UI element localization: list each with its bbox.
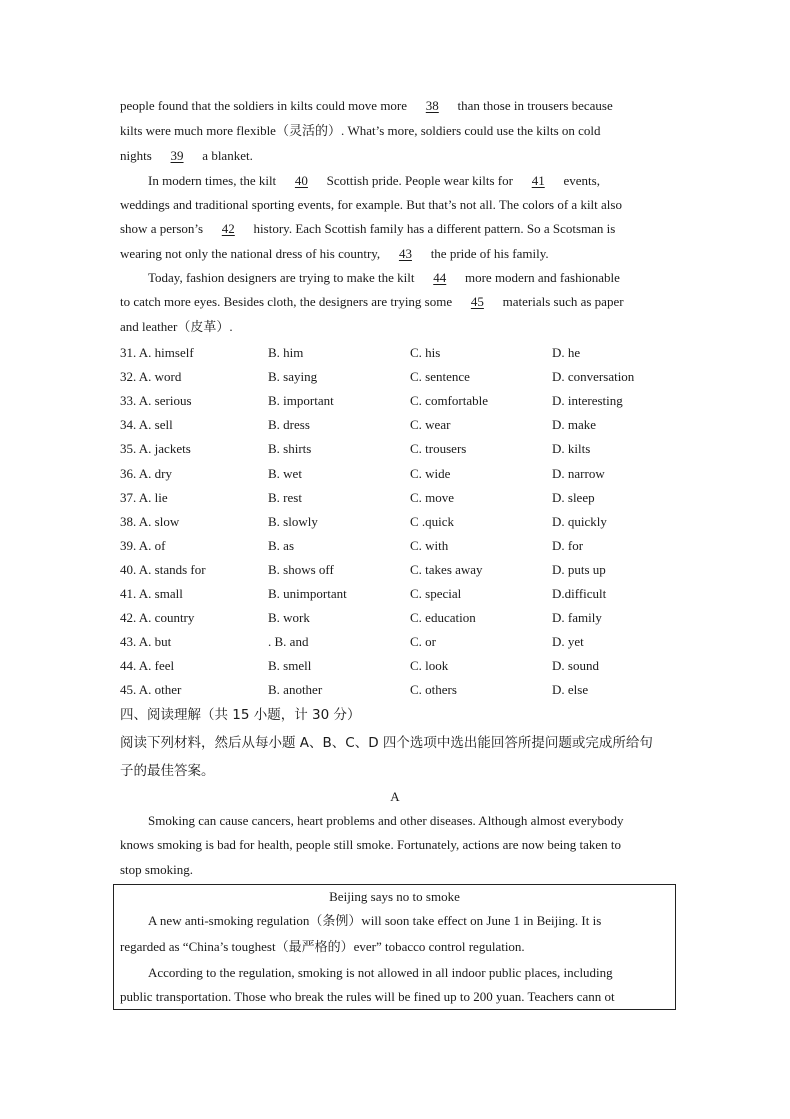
section-instruction: 子的最佳答案。 — [120, 763, 215, 779]
option-a: 39. A. of — [120, 538, 166, 553]
option-c: C. sentence — [410, 369, 470, 384]
option-c: C. move — [410, 490, 455, 505]
option-a: 41. A. small — [120, 586, 183, 601]
option-c: C. or — [410, 634, 436, 649]
option-b: B. shows off — [268, 562, 334, 577]
option-b: B. dress — [268, 417, 310, 432]
option-b: B. important — [268, 393, 334, 408]
option-a: 44. A. feel — [120, 658, 175, 673]
option-b: B. saying — [268, 369, 318, 384]
option-a: 43. A. but — [120, 634, 172, 649]
option-b: B. him — [268, 345, 304, 360]
news-line: regarded as “China’s toughest（最严格的）ever” tobacco control regulation. — [120, 939, 525, 954]
option-c: C .quick — [410, 514, 455, 529]
option-b: B. slowly — [268, 514, 318, 529]
passage-text: people found that the soldiers in kilts could move more — [120, 98, 411, 113]
option-a: 45. A. other — [120, 682, 182, 697]
section-heading: 四、阅读理解（共 15 小题，计 30 分） — [120, 707, 361, 723]
option-row — [120, 489, 680, 507]
option-b: . B. and — [268, 634, 309, 649]
news-line: public transportation. Those who break the rules will be fined up to 200 yuan. Teachers cann ot — [120, 989, 615, 1004]
passage-text: the pride of his family. — [427, 246, 549, 261]
blank-45: 45 — [470, 294, 484, 309]
option-row — [120, 465, 680, 483]
passage-line — [120, 220, 615, 238]
option-c: C. wide — [410, 466, 451, 481]
passage-a-line: Smoking can cause cancers, heart problems and other diseases. Although almost everybody — [148, 813, 624, 828]
news-line: According to the regulation, smoking is not allowed in all indoor public places, including — [148, 965, 613, 980]
passage-text: a blanket. — [199, 148, 253, 163]
option-c: C. trousers — [410, 441, 467, 456]
passage-text: history. Each Scottish family has a different pattern. So a Scotsman is — [250, 221, 616, 236]
blank-41: 41 — [531, 173, 545, 188]
option-d: D. quickly — [552, 514, 607, 529]
option-row — [120, 537, 680, 555]
option-b: B. as — [268, 538, 294, 553]
option-a: 38. A. slow — [120, 514, 180, 529]
option-row — [120, 561, 680, 579]
passage-text: wearing not only the national dress of his country, — [120, 246, 384, 261]
option-a: 36. A. dry — [120, 466, 172, 481]
option-d: D.difficult — [552, 586, 607, 601]
passage-text: than those in trousers because — [454, 98, 613, 113]
passage-text: events, — [560, 173, 600, 188]
option-a: 34. A. sell — [120, 417, 173, 432]
option-row — [120, 609, 680, 627]
passage-a-line: stop smoking. — [120, 862, 193, 877]
passage-line — [148, 269, 620, 287]
option-b: B. smell — [268, 658, 312, 673]
news-title: Beijing says no to smoke — [329, 889, 460, 904]
blank-40: 40 — [294, 173, 308, 188]
option-row — [120, 657, 680, 675]
option-c: C. wear — [410, 417, 451, 432]
option-row — [120, 585, 680, 603]
option-d: D. kilts — [552, 441, 591, 456]
passage-line — [148, 172, 600, 190]
passage-label: A — [390, 789, 400, 804]
option-c: C. with — [410, 538, 449, 553]
option-b: B. wet — [268, 466, 302, 481]
option-a: 33. A. serious — [120, 393, 192, 408]
passage-line — [120, 293, 624, 311]
news-line: A new anti-smoking regulation（条例）will soon take effect on June 1 in Beijing. It is — [148, 913, 602, 928]
blank-43: 43 — [398, 246, 412, 261]
option-c: C. others — [410, 682, 457, 697]
blank-44: 44 — [433, 270, 447, 285]
option-b: B. another — [268, 682, 323, 697]
passage-line: and leather（皮革）. — [120, 319, 233, 334]
option-d: D. for — [552, 538, 584, 553]
option-row — [120, 681, 680, 699]
option-c: C. education — [410, 610, 476, 625]
option-b: B. work — [268, 610, 310, 625]
option-d: D. interesting — [552, 393, 623, 408]
section-instruction: 阅读下列材料，然后从每小题 A、B、C、D 四个选项中选出能回答所提问题或完成所给句 — [120, 735, 653, 751]
passage-text: show a person’s — [120, 221, 207, 236]
option-c: C. his — [410, 345, 441, 360]
option-a: 42. A. country — [120, 610, 195, 625]
option-d: D. puts up — [552, 562, 606, 577]
passage-text: more modern and fashionable — [461, 270, 620, 285]
option-row — [120, 344, 680, 362]
option-row — [120, 368, 680, 386]
passage-text: materials such as paper — [499, 294, 624, 309]
option-a: 31. A. himself — [120, 345, 194, 360]
passage-text: In modern times, the kilt — [148, 173, 280, 188]
passage-line — [120, 97, 613, 115]
option-row — [120, 633, 680, 651]
option-a: 35. A. jackets — [120, 441, 191, 456]
option-b: B. unimportant — [268, 586, 347, 601]
option-d: D. else — [552, 682, 589, 697]
passage-line: weddings and traditional sporting events, for example. But that’s not all. The colors of a kilt also — [120, 197, 622, 212]
option-d: D. make — [552, 417, 597, 432]
option-b: B. rest — [268, 490, 302, 505]
passage-text: to catch more eyes. Besides cloth, the designers are trying some — [120, 294, 456, 309]
option-d: D. family — [552, 610, 602, 625]
passage-line: kilts were much more flexible（灵活的）. What’s more, soldiers could use the kilts on cold — [120, 123, 601, 138]
option-c: C. look — [410, 658, 449, 673]
passage-text: Scottish pride. People wear kilts for — [323, 173, 517, 188]
option-d: D. narrow — [552, 466, 605, 481]
option-c: C. special — [410, 586, 462, 601]
option-row — [120, 416, 680, 434]
option-row — [120, 513, 680, 531]
passage-text: nights — [120, 148, 156, 163]
option-d: D. sound — [552, 658, 599, 673]
option-d: D. sleep — [552, 490, 595, 505]
passage-a-line: knows smoking is bad for health, people still smoke. Fortunately, actions are now being taken to — [120, 837, 622, 852]
passage-text: Today, fashion designers are trying to make the kilt — [148, 270, 418, 285]
news-box — [113, 884, 676, 1010]
option-row — [120, 392, 680, 410]
option-c: C. takes away — [410, 562, 483, 577]
blank-42: 42 — [221, 221, 235, 236]
option-b: B. shirts — [268, 441, 312, 456]
option-d: D. conversation — [552, 369, 635, 384]
option-d: D. he — [552, 345, 581, 360]
option-d: D. yet — [552, 634, 584, 649]
passage-line — [120, 245, 549, 263]
option-a: 37. A. lie — [120, 490, 168, 505]
option-c: C. comfortable — [410, 393, 488, 408]
blank-39: 39 — [170, 148, 184, 163]
option-a: 32. A. word — [120, 369, 182, 384]
option-row — [120, 440, 680, 458]
blank-38: 38 — [425, 98, 439, 113]
option-a: 40. A. stands for — [120, 562, 206, 577]
passage-line — [120, 147, 253, 165]
